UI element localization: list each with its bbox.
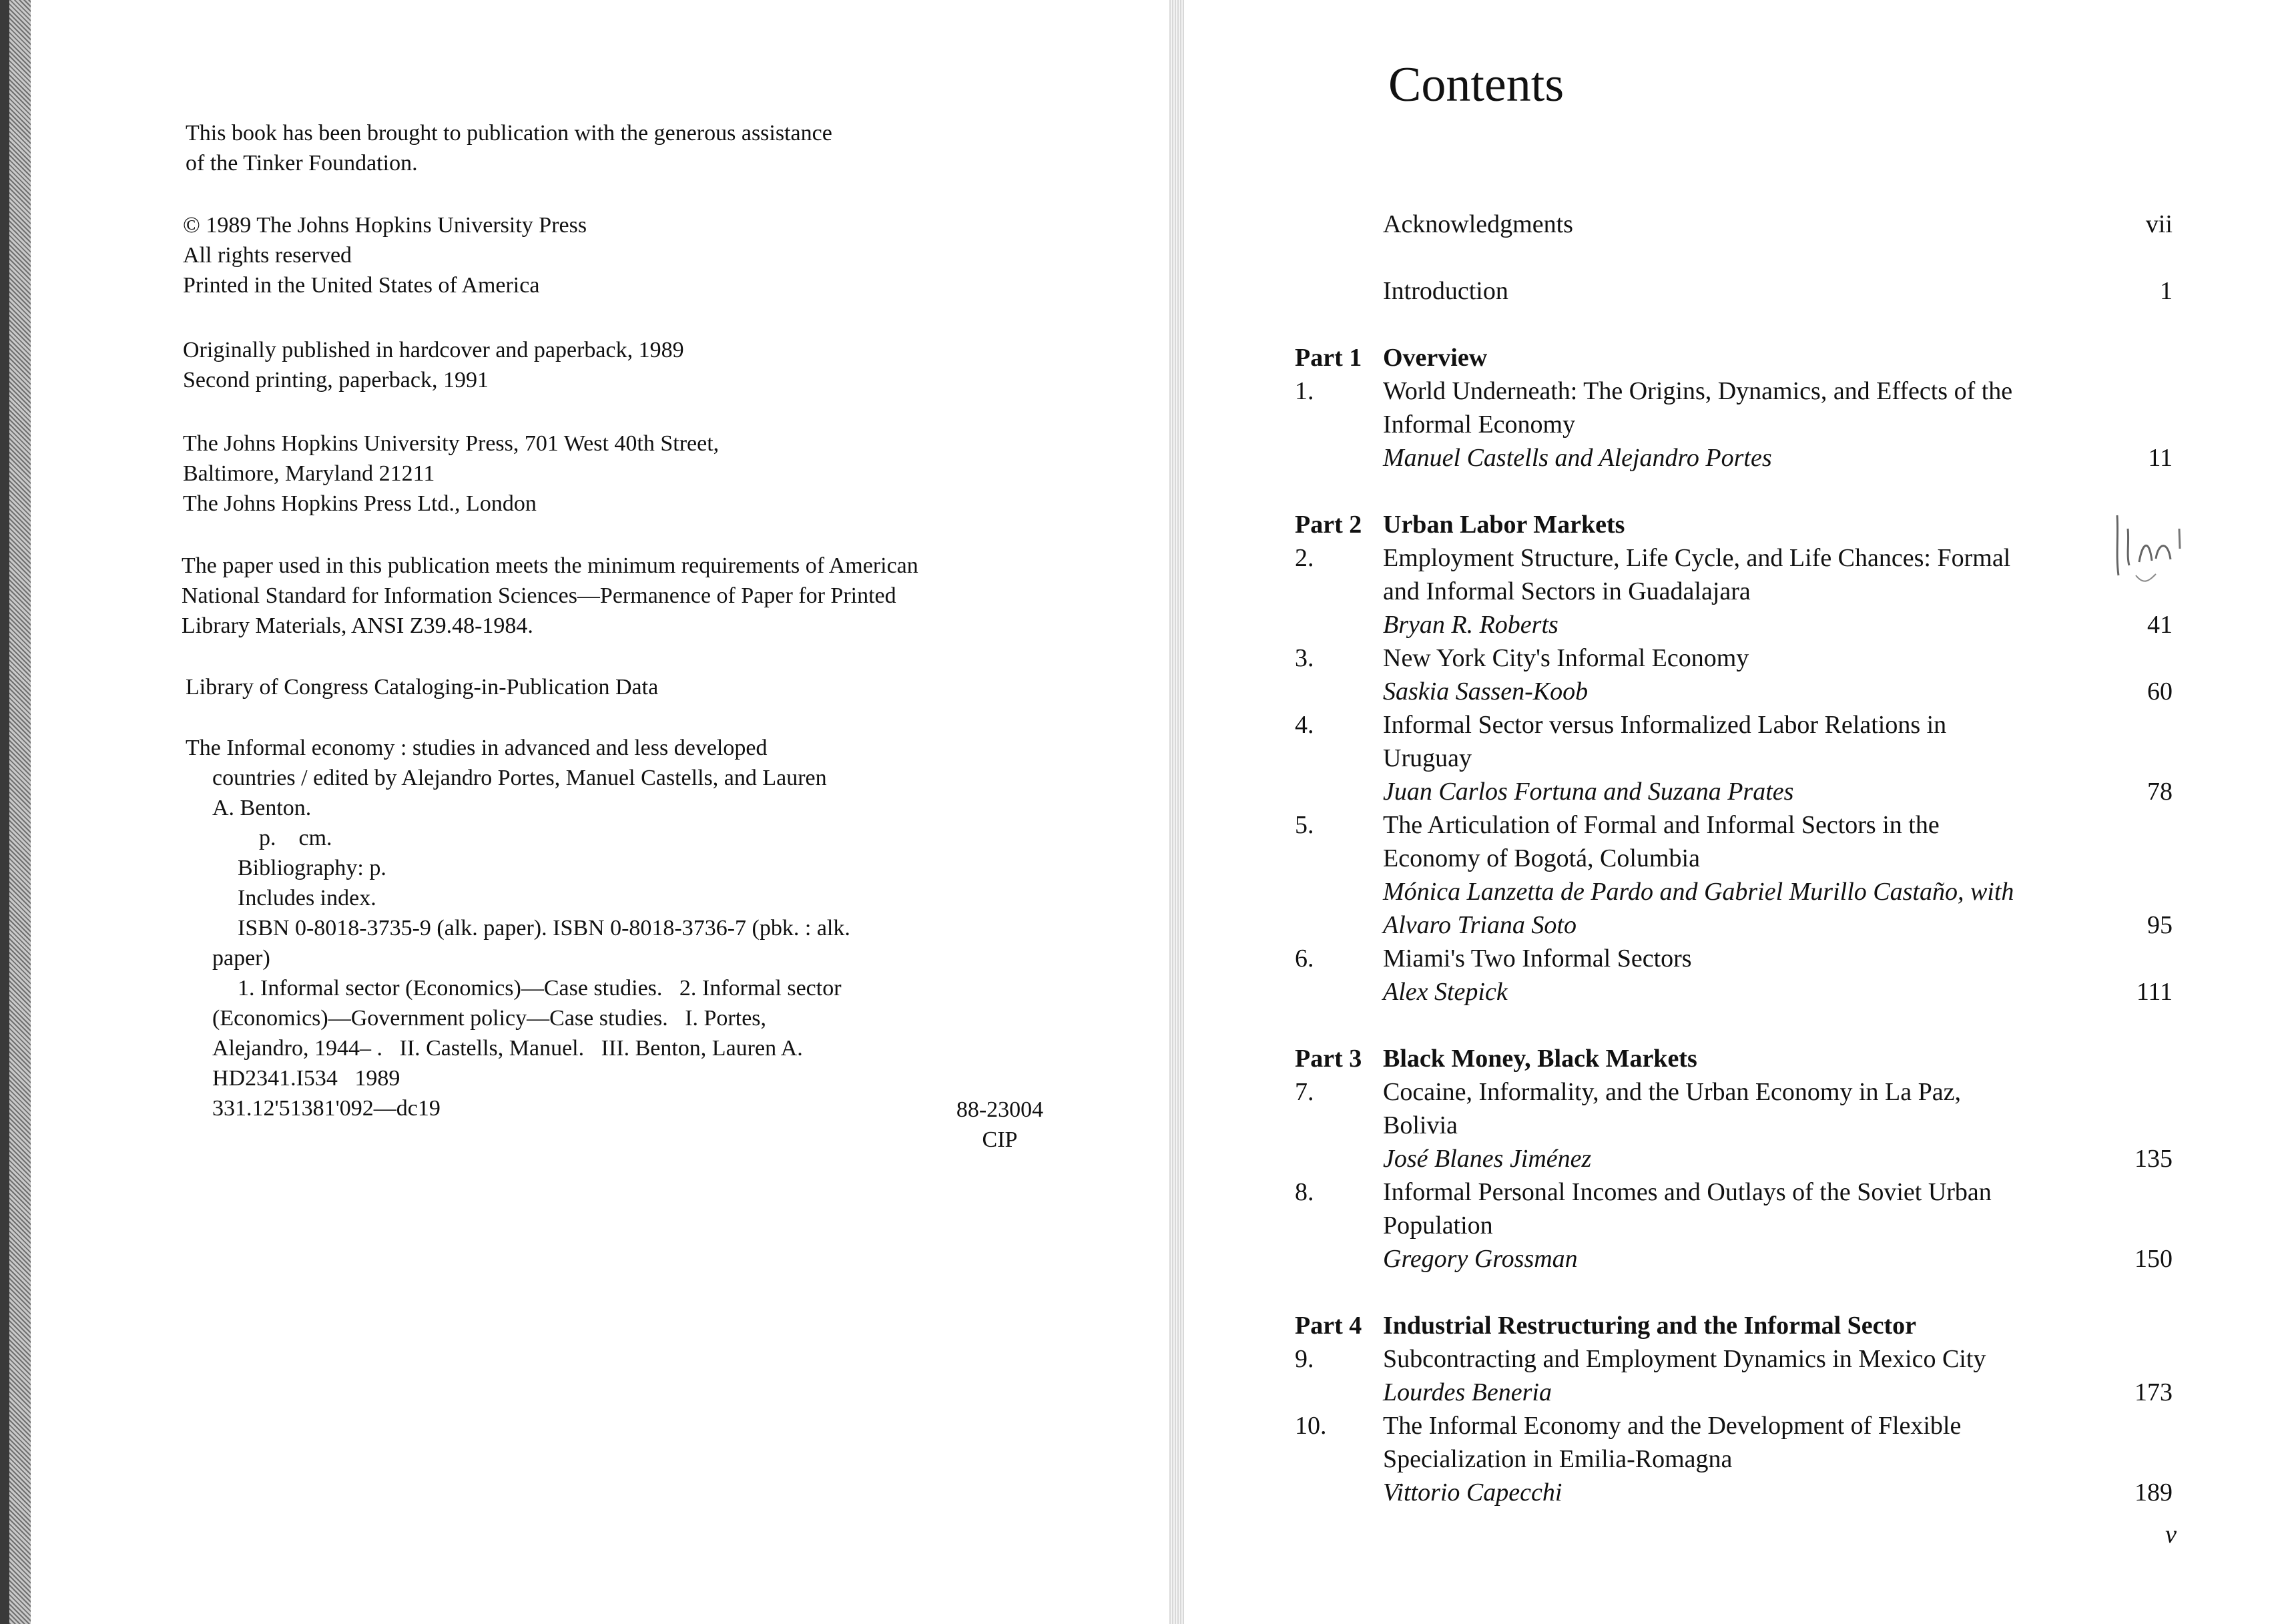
chapter-author: Bryan R. Roberts <box>1383 611 1558 639</box>
part-label: Part 3 <box>1295 1045 1362 1073</box>
chapter-author: José Blanes Jiménez <box>1383 1145 1592 1173</box>
text-line: of the Tinker Foundation. <box>186 151 418 176</box>
part-label: Part 2 <box>1295 511 1362 539</box>
text-line: © 1989 The Johns Hopkins University Press <box>183 213 587 238</box>
publisher-block <box>183 429 719 519</box>
toc-acknowledgments[interactable]: Acknowledgments <box>1383 210 1573 238</box>
text-line: This book has been brought to publication with the generous assistance <box>186 121 832 146</box>
text-line: Second printing, paperback, 1991 <box>183 368 489 392</box>
lccn: 88-23004 <box>956 1097 1044 1122</box>
toc-page-number: 111 <box>2136 978 2173 1006</box>
publication-note <box>186 118 832 178</box>
toc-page-number: 189 <box>2134 1478 2173 1507</box>
copyright-page <box>31 0 1165 1624</box>
chapter-title[interactable]: The Articulation of Formal and Informal Sectors in the <box>1383 811 1940 839</box>
copyright-block <box>183 210 587 300</box>
chapter-title[interactable]: Employment Structure, Life Cycle, and Life Chances: Formal <box>1383 544 2011 572</box>
part-label: Part 4 <box>1295 1312 1362 1340</box>
toc-page-number: 41 <box>2147 611 2173 639</box>
toc-page-number: vii <box>2145 210 2173 238</box>
cip-subjects: 1. Informal sector (Economics)—Case studies. 2. Informal sector <box>238 976 842 1001</box>
cip-pcm: p. cm. <box>259 826 332 850</box>
cip-title-cont: countries / edited by Alejandro Portes, Manuel Castells, and Lauren <box>212 766 827 790</box>
chapter-title[interactable]: Cocaine, Informality, and the Urban Economy in La Paz, <box>1383 1078 1961 1106</box>
chapter-author: Juan Carlos Fortuna and Suzana Prates <box>1383 778 1794 806</box>
toc-page-number: 135 <box>2134 1145 2173 1173</box>
chapter-title[interactable]: Uruguay <box>1383 744 1472 772</box>
text-line: Baltimore, Maryland 21211 <box>183 461 435 486</box>
text-line: The Johns Hopkins University Press, 701 West 40th Street, <box>183 431 720 456</box>
chapter-title[interactable]: Informal Sector versus Informalized Labor Relations in <box>1383 711 1947 739</box>
text-line: The Johns Hopkins Press Ltd., London <box>183 491 537 516</box>
chapter-title[interactable]: The Informal Economy and the Development of Flexible <box>1383 1412 1962 1440</box>
chapter-author: Vittorio Capecchi <box>1383 1478 1562 1507</box>
printing-block <box>183 335 684 395</box>
chapter-author: Lourdes Beneria <box>1383 1378 1552 1406</box>
part-title[interactable]: Black Money, Black Markets <box>1383 1045 1697 1073</box>
part-label: Part 1 <box>1295 344 1362 372</box>
chapter-number: 6. <box>1295 944 1314 973</box>
toc-page-number: 11 <box>2148 444 2173 472</box>
paper-note <box>182 551 918 641</box>
chapter-number: 2. <box>1295 544 1314 572</box>
chapter-title[interactable]: Population <box>1383 1211 1493 1240</box>
chapter-title[interactable]: Subcontracting and Employment Dynamics in Mexico City <box>1383 1345 1986 1373</box>
chapter-author: Gregory Grossman <box>1383 1245 1578 1273</box>
cip-detail: ISBN 0-8018-3735-9 (alk. paper). ISBN 0-8018-3736-7 (pbk. : alk. <box>238 916 850 940</box>
cip-heading: Library of Congress Cataloging-in-Publication Data <box>186 675 659 700</box>
toc-page-number: 1 <box>2160 277 2173 305</box>
cip-detail: paper) <box>212 946 270 971</box>
book-spine-edge <box>0 0 31 1624</box>
cip-subjects-cont: Alejandro, 1944– . II. Castells, Manuel. III. Benton, Lauren A. <box>212 1036 803 1061</box>
lccn-number <box>953 1095 1047 1155</box>
chapter-number: 8. <box>1295 1178 1314 1206</box>
text-line: All rights reserved <box>183 243 352 268</box>
chapter-number: 3. <box>1295 644 1314 672</box>
text-line: National Standard for Information Sciences—Permanence of Paper for Printed <box>182 583 896 608</box>
cip-detail: Bibliography: p. <box>238 856 386 880</box>
chapter-author: Saskia Sassen-Koob <box>1383 678 1589 706</box>
cip-subjects-cont: (Economics)—Government policy—Case studies. I. Portes, <box>212 1006 767 1031</box>
chapter-number: 10. <box>1295 1412 1327 1440</box>
chapter-title[interactable]: Economy of Bogotá, Columbia <box>1383 844 1700 872</box>
chapter-title[interactable]: and Informal Sectors in Guadalajara <box>1383 577 1751 605</box>
page-title: Contents <box>1388 57 1564 112</box>
chapter-author: Alvaro Triana Soto <box>1383 911 1577 939</box>
cip-dewey: 331.12'51381'092—dc19 <box>212 1096 441 1121</box>
cip-title-cont: A. Benton. <box>212 796 312 820</box>
chapter-number: 7. <box>1295 1078 1314 1106</box>
part-title[interactable]: Overview <box>1383 344 1488 372</box>
chapter-author: Manuel Castells and Alejandro Portes <box>1383 444 1772 472</box>
toc-page-number: 150 <box>2134 1245 2173 1273</box>
chapter-title[interactable]: New York City's Informal Economy <box>1383 644 1749 672</box>
toc-page-number: 60 <box>2147 678 2173 706</box>
cip-detail: Includes index. <box>238 886 376 910</box>
chapter-title[interactable]: Bolivia <box>1383 1111 1458 1139</box>
toc-introduction[interactable]: Introduction <box>1383 277 1508 305</box>
cip-call-number: HD2341.I534 1989 <box>212 1066 400 1091</box>
cip-entry <box>186 733 850 1123</box>
part-title[interactable]: Industrial Restructuring and the Informal Sector <box>1383 1312 1917 1340</box>
chapter-author: Mónica Lanzetta de Pardo and Gabriel Murillo Castaño, with <box>1383 878 2014 906</box>
text-line: Originally published in hardcover and paperback, 1989 <box>183 338 684 362</box>
toc-page-number: 78 <box>2147 778 2173 806</box>
chapter-title[interactable]: Informal Personal Incomes and Outlays of the Soviet Urban <box>1383 1178 1992 1206</box>
part-title[interactable]: Urban Labor Markets <box>1383 511 1625 539</box>
book-gutter <box>1169 0 1184 1624</box>
text-line: Library Materials, ANSI Z39.48-1984. <box>182 613 533 638</box>
chapter-title[interactable]: World Underneath: The Origins, Dynamics, and Effects of the <box>1383 377 2013 405</box>
text-line: Printed in the United States of America <box>183 273 540 298</box>
chapter-number: 4. <box>1295 711 1314 739</box>
contents-page <box>1188 0 2282 1624</box>
toc-page-number: 95 <box>2147 911 2173 939</box>
text-line: The paper used in this publication meets the minimum requirements of American <box>182 553 918 578</box>
chapter-title[interactable]: Specialization in Emilia-Romagna <box>1383 1445 1733 1473</box>
chapter-number: 5. <box>1295 811 1314 839</box>
chapter-title[interactable]: Informal Economy <box>1383 411 1576 439</box>
cip-mark: CIP <box>982 1127 1018 1152</box>
chapter-number: 9. <box>1295 1345 1314 1373</box>
chapter-author: Alex Stepick <box>1383 978 1508 1006</box>
chapter-title[interactable]: Miami's Two Informal Sectors <box>1383 944 1692 973</box>
cip-title: The Informal economy : studies in advanced and less developed <box>186 736 768 760</box>
chapter-number: 1. <box>1295 377 1314 405</box>
page-folio: v <box>2165 1521 2177 1549</box>
handwritten-annotation-scribble <box>2109 502 2189 595</box>
toc-page-number: 173 <box>2134 1378 2173 1406</box>
